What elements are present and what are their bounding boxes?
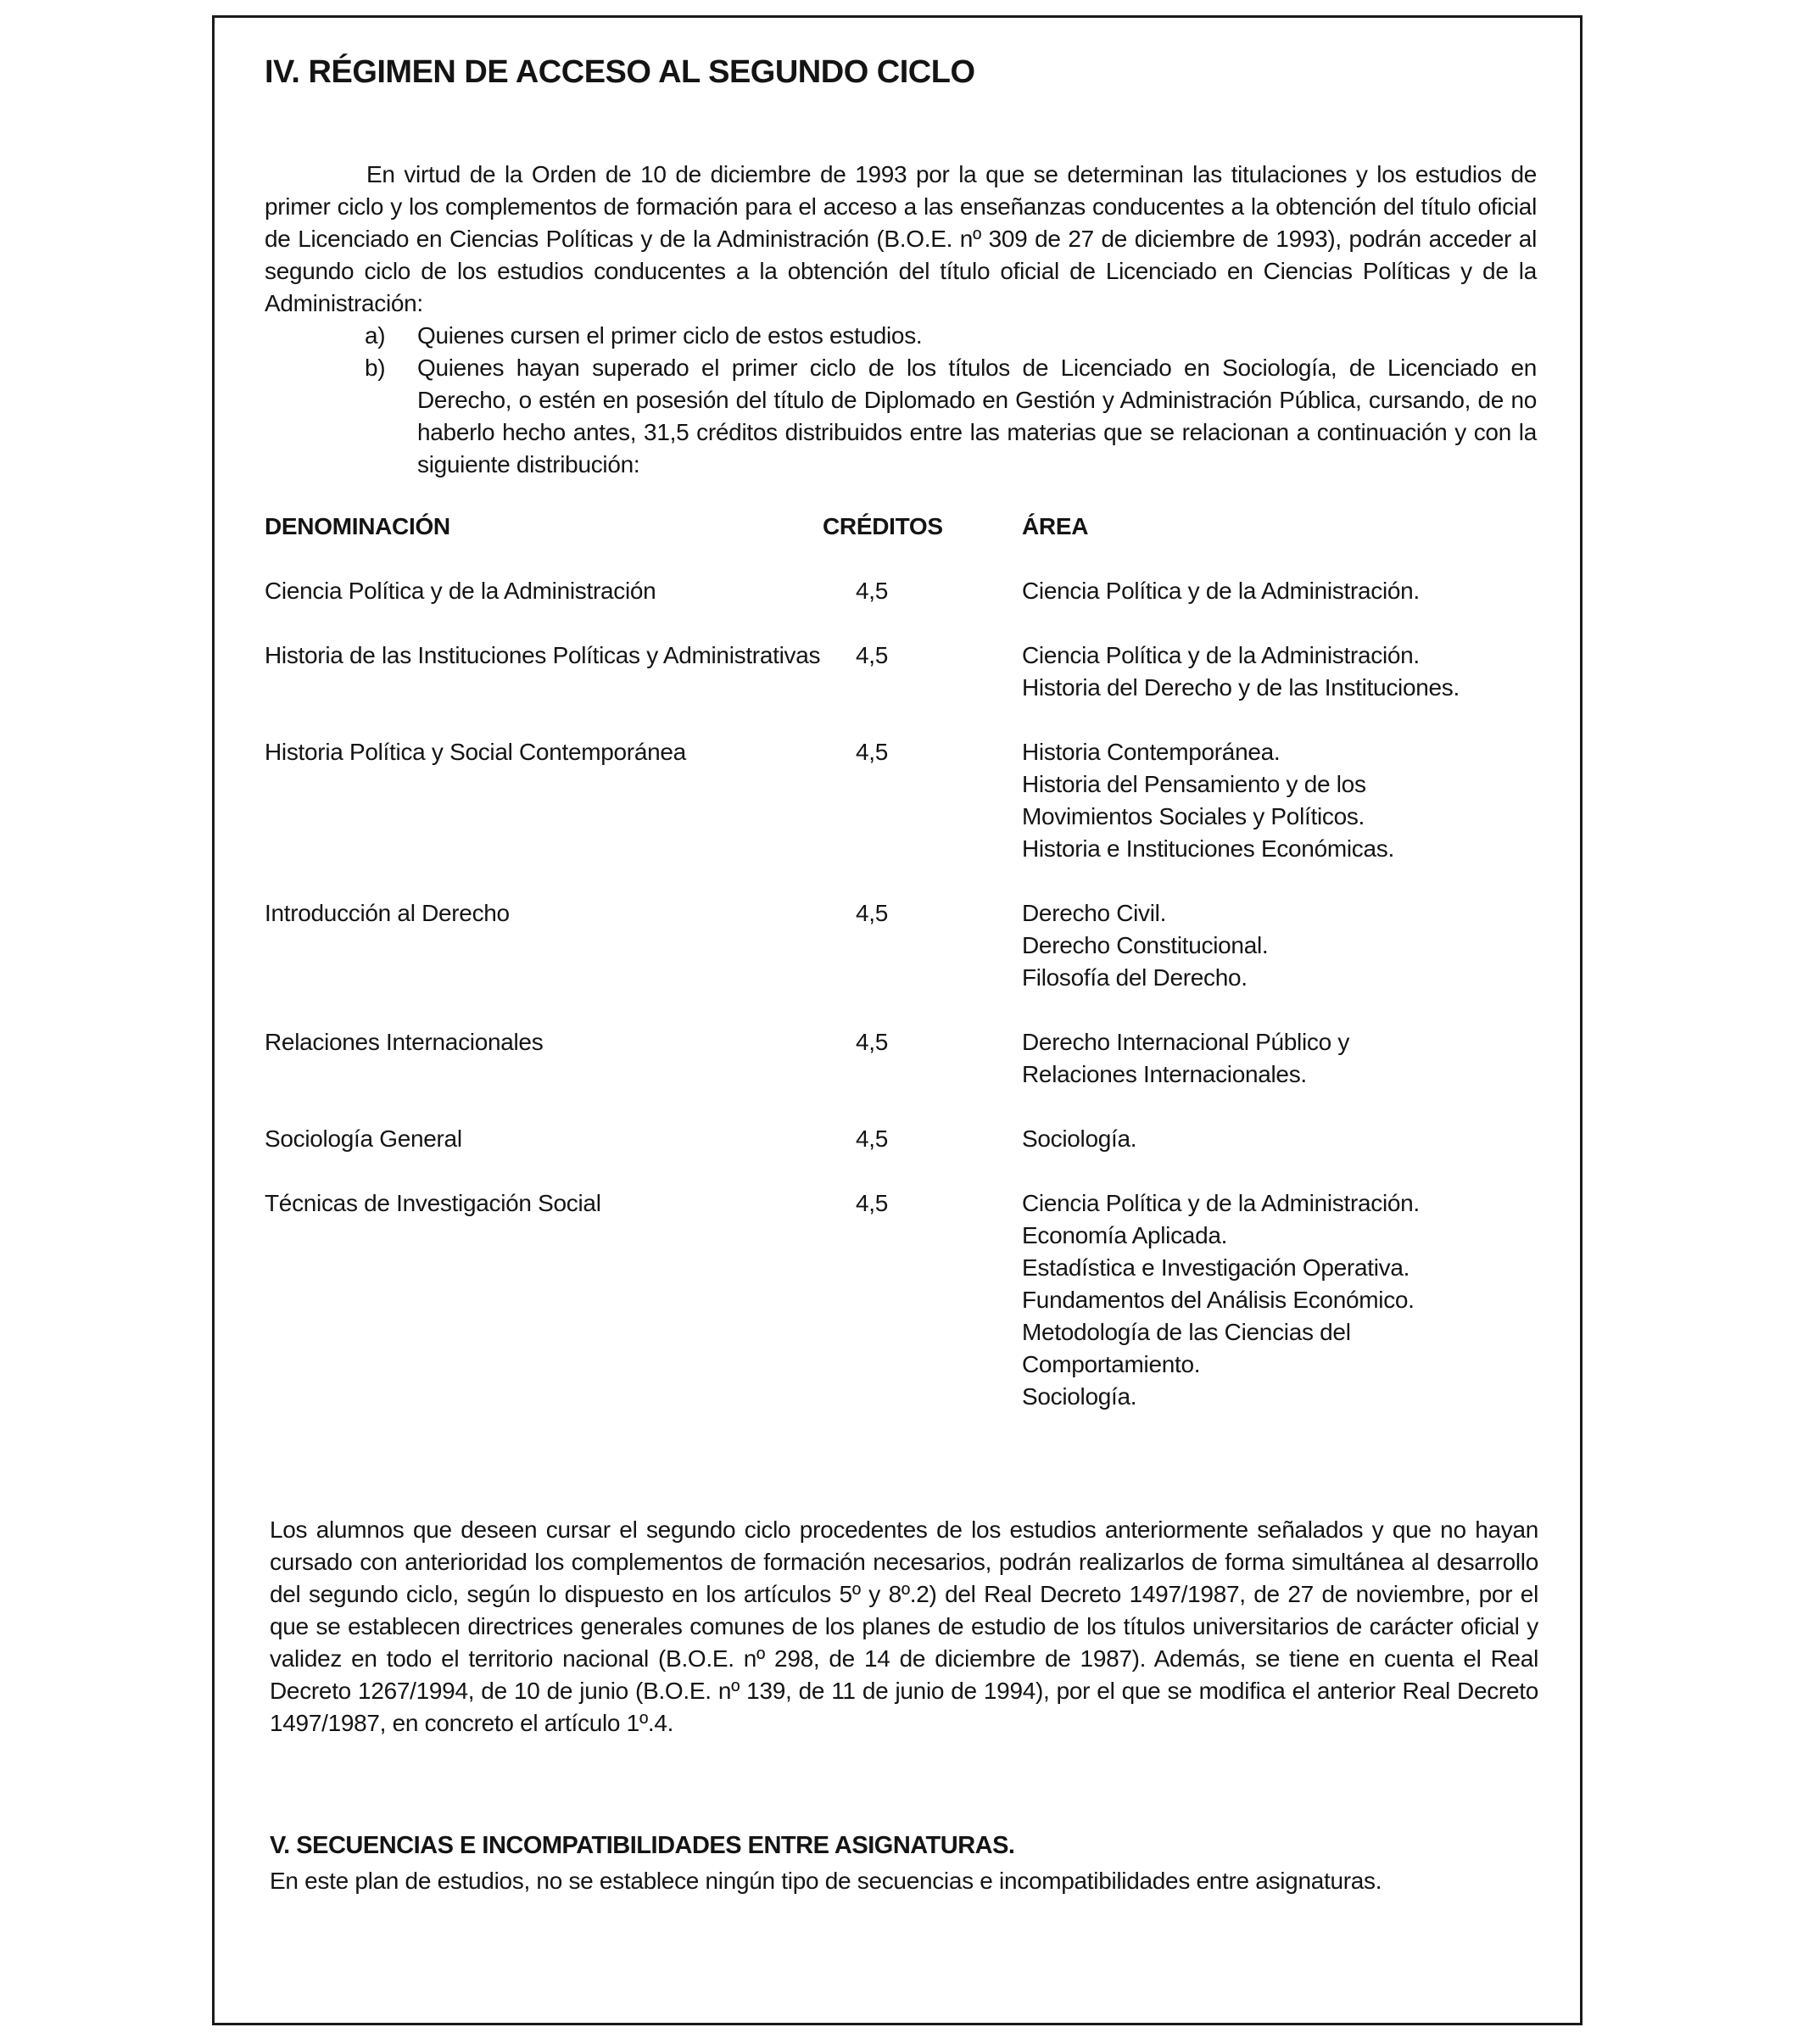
table-row <box>265 1123 1537 1155</box>
subject-areas <box>1022 1123 1537 1155</box>
header-area: ÁREA <box>1022 513 1089 539</box>
subject-credits: 4,5 <box>856 642 889 668</box>
area-line: Metodología de las Ciencias del <box>1022 1319 1351 1345</box>
subject-credits: 4,5 <box>856 900 889 926</box>
subject-areas <box>1022 1026 1537 1091</box>
subject-name: Ciencia Política y de la Administración <box>265 578 656 604</box>
area-line: Filosofía del Derecho. <box>1022 964 1248 991</box>
subject-areas <box>1022 1187 1537 1413</box>
closing-paragraph: Los alumnos que deseen cursar el segundo ciclo procedentes de los estudios anteriormente señalados y que no hayan cursado con anterioridad los complementos de formación necesarios, podrán realizarlos de forma simultánea al desarrollo del segundo ciclo, según lo dispuesto en los artículos 5º y 8º.2) del Real Decreto 1497/1987, de 27 de noviembre, por el que se establecen directrices generales comunes de los planes de estudio de los títulos universitarios de carácter oficial y validez en todo el territorio nacional (B.O.E. nº 298, de 14 de diciembre de 1987). Además, se tiene en cuenta el Real Decreto 1267/1994, de 10 de junio (B.O.E. nº 139, de 11 de junio de 1994), por el que se modifica el anterior Real Decreto 1497/1987, en concreto el artículo 1º.4. <box>270 1516 1538 1736</box>
list-item <box>365 352 1537 481</box>
access-list <box>365 320 1537 481</box>
area-line: Relaciones Internacionales. <box>1022 1061 1307 1087</box>
list-text: Quienes cursen el primer ciclo de estos estudios. <box>417 322 923 349</box>
list-item <box>365 320 1537 352</box>
header-denominacion: DENOMINACIÓN <box>265 513 450 539</box>
area-line: Derecho Constitucional. <box>1022 932 1269 958</box>
subject-name: Relaciones Internacionales <box>265 1029 544 1055</box>
table-row <box>265 1026 1537 1091</box>
list-marker: b) <box>365 355 386 381</box>
section-v-text: En este plan de estudios, no se establece ningún tipo de secuencias e incompatibilidades entre asignaturas. <box>270 1868 1382 1894</box>
subject-areas <box>1022 897 1537 994</box>
section-iv-title: IV. RÉGIMEN DE ACCESO AL SEGUNDO CICLO <box>265 54 975 90</box>
area-line: Ciencia Política y de la Administración. <box>1022 642 1420 668</box>
area-line: Historia e Instituciones Económicas. <box>1022 835 1394 862</box>
area-line: Ciencia Política y de la Administración. <box>1022 1190 1420 1216</box>
subject-name: Sociología General <box>265 1125 462 1152</box>
header-creditos: CRÉDITOS <box>823 513 943 539</box>
area-line: Historia del Pensamiento y de los <box>1022 771 1366 797</box>
section-iv-intro: En virtud de la Orden de 10 de diciembre de 1993 por la que se determinan las titulaciones y los estudios de primer ciclo y los complementos de formación para el acceso a las enseñanzas conducentes a la obtención del título oficial de Licenciado en Ciencias Políticas y de la Administración (B.O.E. nº 309 de 27 de diciembre de 1993), podrán acceder al segundo ciclo de los estudios conducentes a la obtención del título oficial de Licenciado en Ciencias Políticas y de la Administración: <box>265 161 1537 316</box>
subject-areas <box>1022 639 1537 704</box>
area-line: Comportamiento. <box>1022 1351 1201 1377</box>
area-line: Derecho Internacional Público y <box>1022 1029 1350 1055</box>
area-line: Sociología. <box>1022 1125 1137 1152</box>
list-text: Quienes hayan superado el primer ciclo de los títulos de Licenciado en Sociología, de Licenciado en Derecho, o estén en posesión del título de Diplomado en Gestión y Administración Pública, cursando, de no haberlo hecho antes, 31,5 créditos distribuidos entre las materias que se relacionan a continuación y con la siguiente distribución: <box>417 355 1537 477</box>
table-row <box>265 575 1537 607</box>
subject-name: Historia Política y Social Contemporánea <box>265 739 686 765</box>
subjects-table <box>265 575 1537 1445</box>
area-line: Ciencia Política y de la Administración. <box>1022 578 1420 604</box>
subject-credits: 4,5 <box>856 578 889 604</box>
subject-areas <box>1022 575 1537 607</box>
area-line: Sociología. <box>1022 1383 1137 1410</box>
area-line: Economía Aplicada. <box>1022 1222 1228 1248</box>
table-row <box>265 1187 1537 1413</box>
list-marker: a) <box>365 322 386 349</box>
subject-name: Introducción al Derecho <box>265 900 510 926</box>
section-v-title: V. SECUENCIAS E INCOMPATIBILIDADES ENTRE ASIGNATURAS. <box>270 1832 1015 1859</box>
subject-name: Historia de las Instituciones Políticas y Administrativas <box>265 642 821 668</box>
area-line: Historia del Derecho y de las Instituciones. <box>1022 674 1460 701</box>
area-line: Historia Contemporánea. <box>1022 739 1281 765</box>
subject-credits: 4,5 <box>856 739 889 765</box>
table-row <box>265 736 1537 865</box>
subject-credits: 4,5 <box>856 1190 889 1216</box>
table-row <box>265 639 1537 704</box>
subject-credits: 4,5 <box>856 1029 889 1055</box>
subject-areas <box>1022 736 1537 865</box>
table-row <box>265 897 1537 994</box>
area-line: Derecho Civil. <box>1022 900 1167 926</box>
area-line: Fundamentos del Análisis Económico. <box>1022 1287 1415 1313</box>
area-line: Movimientos Sociales y Políticos. <box>1022 803 1365 829</box>
subject-name: Técnicas de Investigación Social <box>265 1190 601 1216</box>
subject-credits: 4,5 <box>856 1125 889 1152</box>
area-line: Estadística e Investigación Operativa. <box>1022 1254 1410 1281</box>
